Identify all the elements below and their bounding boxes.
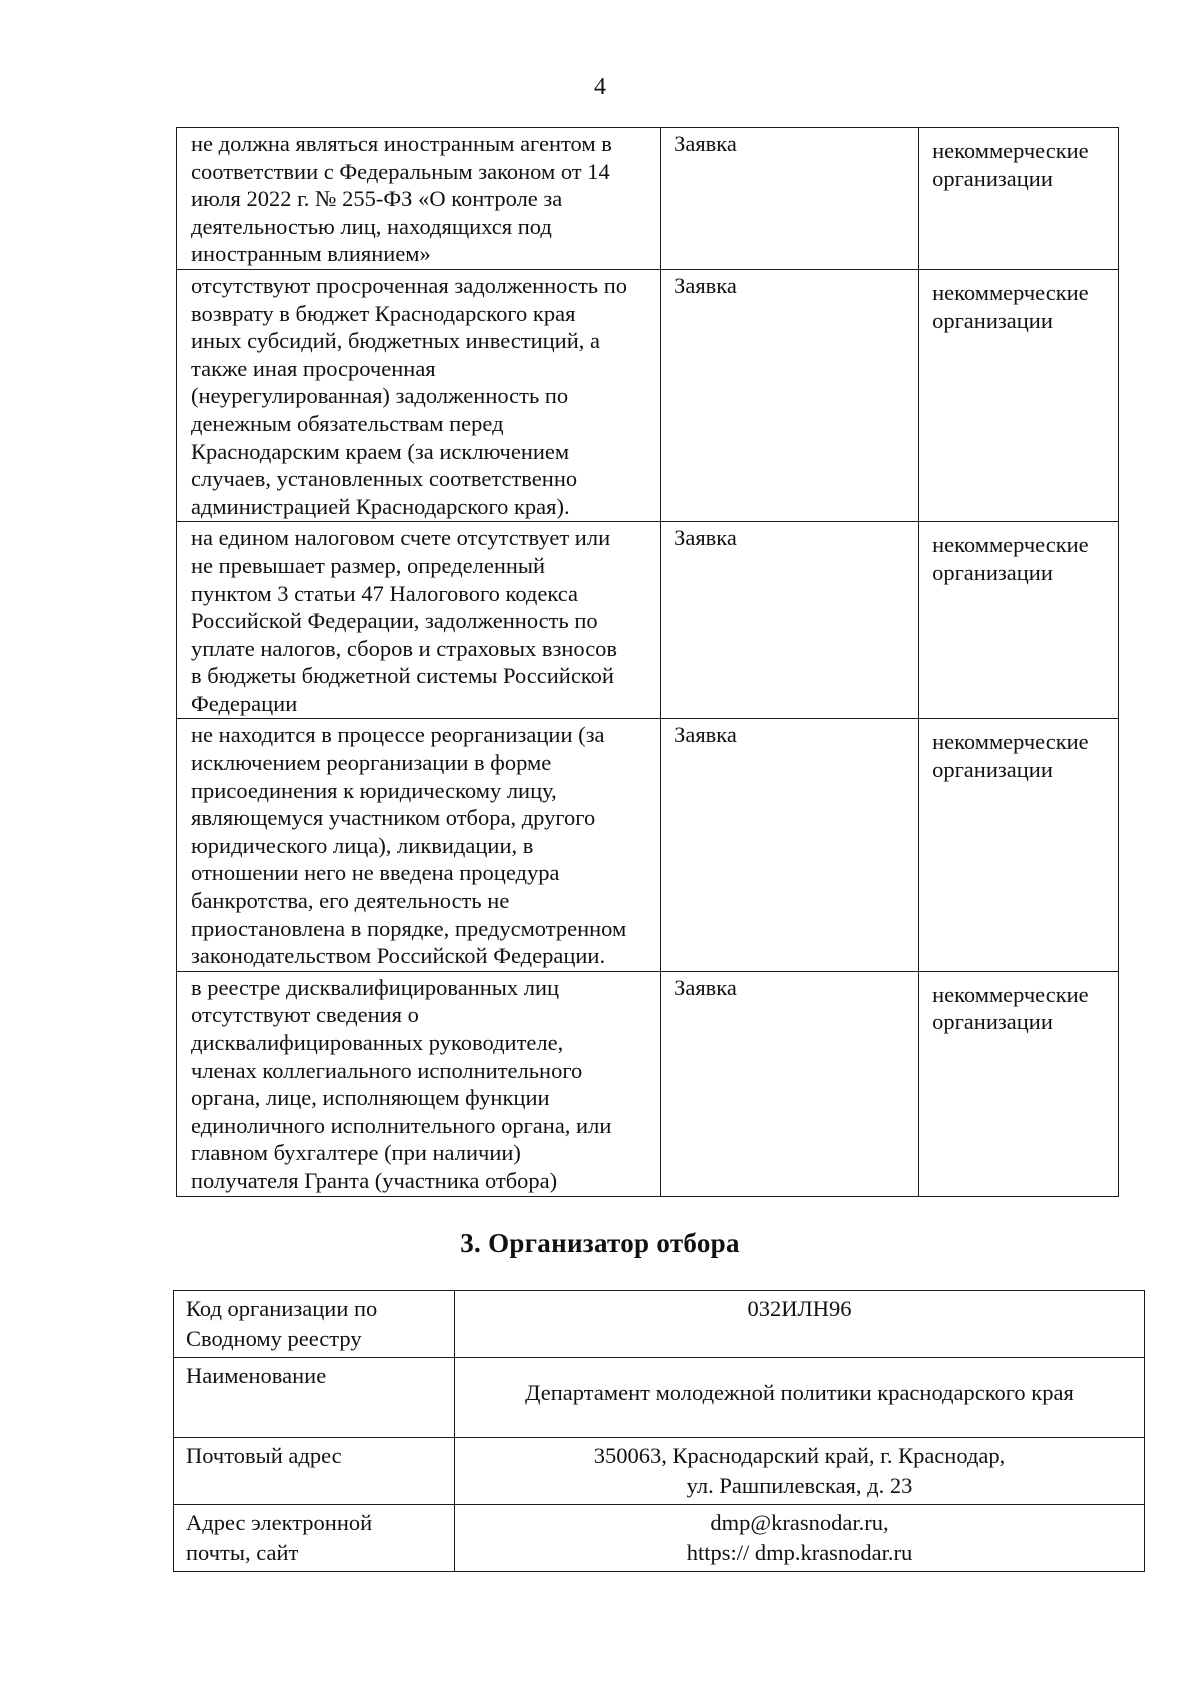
criterion-text: на едином налоговом счете отсутствует или не превышает размер, определенный пунктом 3 статьи 47 Налогового кодекса Российской Федерации, задолженность по уплате налогов, сборов и страховых взносов в бюджеты бюджетной системы Российской Федерации	[191, 525, 618, 716]
page-number: 4	[594, 74, 606, 100]
category-cell	[919, 269, 1119, 521]
value-text: 032ИЛН96	[747, 1296, 852, 1321]
category-text: некоммерческие организации	[932, 138, 1089, 191]
document-text: Заявка	[674, 131, 737, 156]
category-text: некоммерческие организации	[932, 729, 1089, 783]
value-text: dmp@krasnodar.ru, https:// dmp.krasnodar.ru	[686, 1510, 913, 1565]
document-cell	[661, 522, 919, 719]
value-cell	[455, 1291, 1145, 1358]
value-text: 350063, Краснодарский край, г. Краснодар, ул. Рашпилевская, д. 23	[593, 1443, 1006, 1498]
table-row	[174, 1358, 1145, 1438]
criterion-text: не должна являться иностранным агентом в соответствии с Федеральным законом от 14 июля 2022 г. № 255-ФЗ «О контроле за деятельностью лиц, находящихся под иностранным влиянием»	[191, 131, 612, 267]
table-row	[174, 1291, 1145, 1358]
category-cell	[919, 522, 1119, 719]
category-text: некоммерческие организации	[932, 981, 1089, 1035]
category-cell	[919, 971, 1119, 1196]
label-text: Адрес электронной почты, сайт	[186, 1510, 373, 1565]
table-row	[174, 1438, 1145, 1505]
document-text: Заявка	[674, 722, 737, 748]
document-cell	[661, 269, 919, 521]
table-row	[177, 269, 1119, 521]
criterion-text: не находится в процессе реорганизации (за исключением реорганизации в форме присоединения к юридическому лицу, являющемуся участником отбора, другого юридического лица), ликвидации, в отношении него не введена процедура банкротства, его деятельность не приостановлена в порядке, предусмотренном законодательством Российской Федерации.	[191, 722, 627, 969]
table-row	[177, 971, 1119, 1196]
document-text: Заявка	[674, 525, 737, 551]
criterion-cell	[177, 719, 661, 971]
table-row	[177, 719, 1119, 971]
category-text: некоммерческие организации	[932, 279, 1089, 333]
criterion-text: в реестре дисквалифицированных лиц отсутствуют сведения о дисквалифицированных руководителе, членах коллегиального исполнительного органа, лице, исполняющем функции единоличного исполнительного органа, или главном бухгалтере (при наличии) получателя Гранта (участника отбора)	[191, 974, 612, 1193]
category-cell	[919, 719, 1119, 971]
document-cell	[661, 719, 919, 971]
label-text: Почтовый адрес	[186, 1443, 342, 1468]
value-cell	[455, 1505, 1145, 1572]
criteria-table	[176, 127, 1119, 1197]
category-text: некоммерческие организации	[932, 532, 1089, 585]
label-cell	[174, 1505, 455, 1572]
criterion-text: отсутствуют просроченная задолженность по возврату в бюджет Краснодарского края иных субсидий, бюджетных инвестиций, а также иная просроченная (неурегулированная) задолженность по денежным обязательствам перед Краснодарским краем (за исключением случаев, установленных соответственно администрацией Краснодарского края).	[191, 272, 627, 519]
criterion-cell	[177, 971, 661, 1196]
label-text: Код организации по Сводному реестру	[186, 1296, 378, 1351]
value-cell	[455, 1358, 1145, 1438]
category-cell	[919, 128, 1119, 270]
criterion-cell	[177, 128, 661, 270]
label-cell	[174, 1438, 455, 1505]
label-text: Наименование	[186, 1363, 327, 1388]
table-row	[174, 1505, 1145, 1572]
label-cell	[174, 1358, 455, 1438]
document-text: Заявка	[674, 974, 737, 1000]
table-row	[177, 128, 1119, 270]
organizer-table	[173, 1290, 1145, 1572]
value-text: Департамент молодежной политики краснодарского края	[525, 1380, 1074, 1405]
document-cell	[661, 128, 919, 270]
label-cell	[174, 1291, 455, 1358]
value-cell	[455, 1438, 1145, 1505]
table-row	[177, 522, 1119, 719]
criterion-cell	[177, 522, 661, 719]
criterion-cell	[177, 269, 661, 521]
section-heading: 3. Организатор отбора	[460, 1228, 740, 1258]
document-text: Заявка	[674, 272, 737, 298]
document-cell	[661, 971, 919, 1196]
